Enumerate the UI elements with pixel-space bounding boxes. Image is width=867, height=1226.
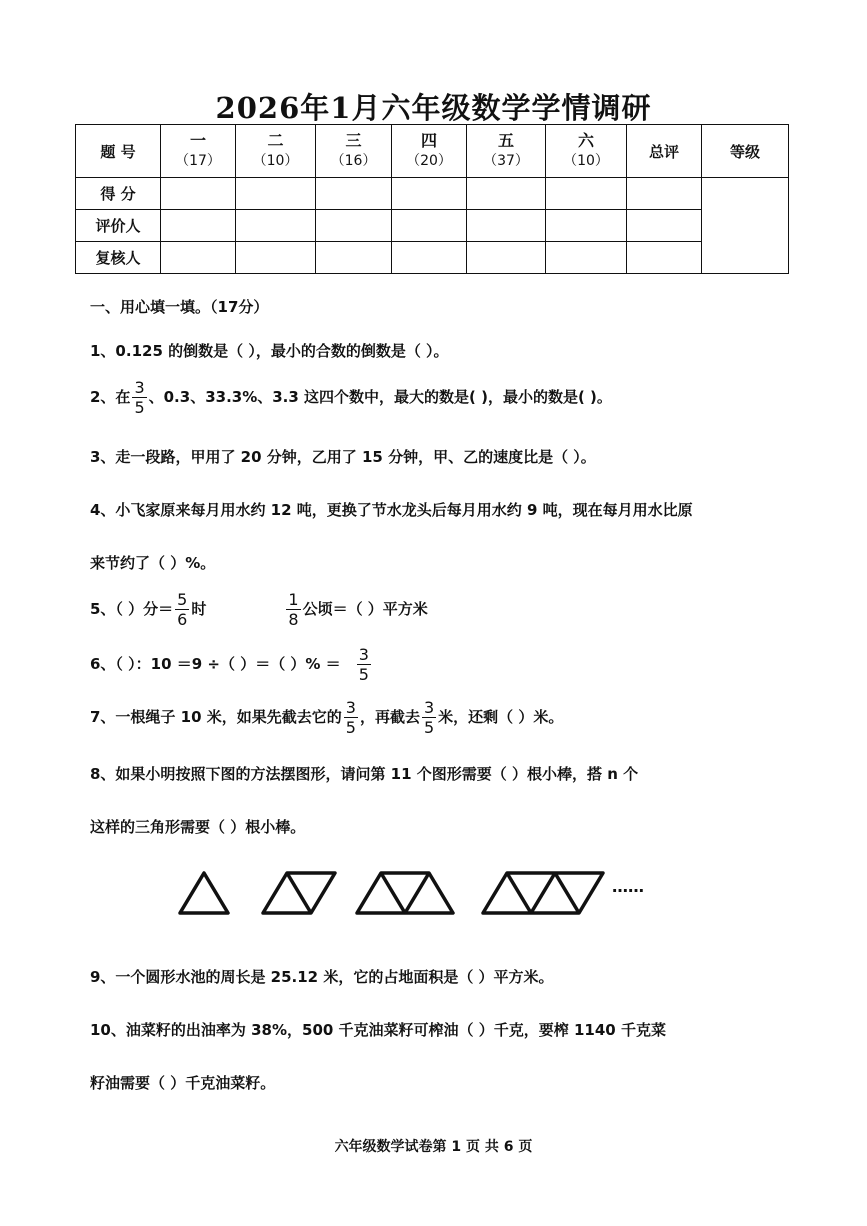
section-heading: 一、用心填一填。（17分） [90, 298, 269, 316]
fraction: $\frac{3}{5}$ [134, 378, 145, 417]
fraction: $\frac{1}{8}$ [288, 590, 299, 629]
score-cell [316, 242, 392, 274]
score-cell [161, 242, 236, 274]
score-cell [392, 242, 467, 274]
score-cell [236, 242, 316, 274]
score-cell [467, 242, 546, 274]
score-cell [546, 242, 627, 274]
score-cell [316, 178, 392, 210]
section-col-1: 一 （17） [161, 125, 236, 178]
page-title: 2026年1月六年级数学学情调研 [215, 91, 652, 125]
score-cell [161, 210, 236, 242]
score-cell [546, 178, 627, 210]
score-cell [627, 242, 702, 274]
question-7: 7、一根绳子 10 米，如果先截去它的 $\frac{3}{5}$ ，再截去 $\frac{3}{5}$ 米，还剩（ ）米。 [90, 698, 564, 737]
question-8-line-2: 这样的三角形需要（ ）根小棒。 [90, 818, 306, 836]
continuation-dots: …… [612, 877, 644, 896]
score-cell [392, 178, 467, 210]
question-4-line-2: 来节约了（ ）%。 [90, 554, 216, 572]
triangle-figure-1 [180, 873, 228, 913]
score-table [75, 124, 789, 274]
total-header: 总评 [627, 125, 702, 178]
score-cell [467, 178, 546, 210]
row-label-reviewer: 复核人 [76, 242, 161, 274]
score-cell [392, 210, 467, 242]
question-1: 1、0.125 的倒数是（ ），最小的合数的倒数是（ ）。 [90, 342, 449, 360]
question-3: 3、走一段路，甲用了 20 分钟，乙用了 15 分钟，甲、乙的速度比是（ ）。 [90, 448, 596, 466]
page-footer: 六年级数学试卷第 1 页 共 6 页 [334, 1139, 533, 1155]
question-6: 6、（ ）：10 ＝9 ÷（ ）＝（ ）% ＝ $\frac{3}{5}$ [90, 645, 369, 684]
grade-cell [702, 178, 789, 274]
triangle-figure-3 [357, 873, 453, 913]
score-cell [316, 210, 392, 242]
question-5: 5、（ ）分＝ $\frac{5}{6}$ 时 $\frac{1}{8}$ 公顷＝（ ）平方米 [90, 590, 428, 629]
question-10-line-2: 籽油需要（ ）千克油菜籽。 [90, 1074, 276, 1092]
header-label: 题 号 [76, 125, 161, 178]
score-cell [467, 210, 546, 242]
triangle-pattern-figure [170, 860, 670, 920]
fraction: $\frac{3}{5}$ [423, 698, 435, 737]
score-cell [627, 178, 702, 210]
grade-header: 等级 [702, 125, 789, 178]
score-cell [546, 210, 627, 242]
question-8-line-1: 8、如果小明按照下图的方法摆图形，请问第 11 个图形需要（ ）根小棒，搭 n 个 [90, 765, 639, 783]
section-col-5: 五 （37） [467, 125, 546, 178]
question-4-line-1: 4、小飞家原来每月用水约 12 吨，更换了节水龙头后每月用水约 9 吨，现在每月用水比原 [90, 501, 693, 519]
section-col-2: 二 （10） [236, 125, 316, 178]
score-cell [627, 210, 702, 242]
section-col-4: 四 （20） [392, 125, 467, 178]
question-2: 2、在 $\frac{3}{5}$ 、0.3、33.3%、3.3 这四个数中，最大的数是( )，最小的数是( )。 [90, 378, 612, 417]
question-10-line-1: 10、油菜籽的出油率为 38%，500 千克油菜籽可榨油（ ）千克，要榨 1140 千克菜 [90, 1021, 666, 1039]
fraction: $\frac{5}{6}$ [177, 590, 188, 629]
score-cell [236, 210, 316, 242]
row-label-evaluator: 评价人 [76, 210, 161, 242]
score-cell [161, 178, 236, 210]
fraction: $\frac{3}{5}$ [345, 698, 356, 737]
section-col-6: 六 （10） [546, 125, 627, 178]
fraction: $\frac{3}{5}$ [358, 645, 369, 684]
question-9: 9、一个圆形水池的周长是 25.12 米，它的占地面积是（ ）平方米。 [90, 968, 554, 986]
score-cell [236, 178, 316, 210]
section-col-3: 三 （16） [316, 125, 392, 178]
row-label-score: 得 分 [76, 178, 161, 210]
